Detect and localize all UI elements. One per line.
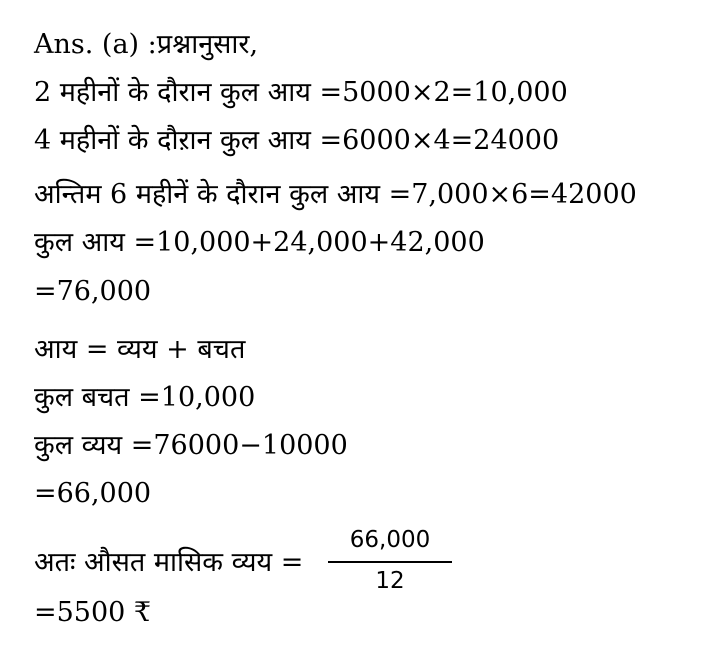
total-savings-line: कुल बचत =10,000 [34,382,256,413]
total-expense-value: =66,000 [34,478,152,509]
income-last-6-months-line: अन्तिम 6 महीनें के दौरान कुल आय =7,000×6=42000 [34,179,637,210]
income-2-months-line: 2 महीनों के दौरान कुल आय =5000×2=10,000 [34,77,568,108]
total-expense-expression: कुल व्यय =76000−10000 [34,430,348,461]
final-answer: =5500 ₹ [34,597,152,628]
income-formula: आय = व्यय + बचत [34,334,246,365]
average-expense-fraction [328,524,452,600]
income-4-months-line: 4 महीनों के दौऱान कुल आय =6000×4=24000 [34,125,560,156]
answer-header: Ans. (a) :प्रश्नानुसार, [34,29,259,60]
fraction-bar [328,561,452,563]
total-income-expression: कुल आय =10,000+24,000+42,000 [34,227,485,258]
average-expense-line [34,524,634,600]
fraction-denominator: 12 [375,568,405,594]
average-expense-label: अतः औसत मासिक व्यय = [34,547,304,578]
fraction-numerator: 66,000 [349,527,431,553]
total-income-value: =76,000 [34,276,152,307]
